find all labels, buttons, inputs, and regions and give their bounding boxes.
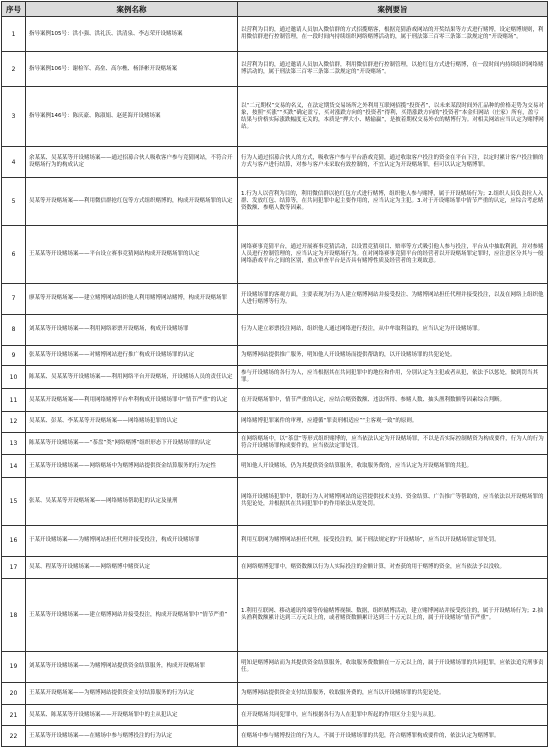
case-name: 指导案例146号：陈庆豪、陈淑娟、赵延海开设赌场案 — [26, 87, 238, 147]
case-key: 在开设赌场共同犯罪中，应当根据各行为人在犯罪中所起的作用区分主犯与从犯。 — [238, 705, 548, 726]
case-number: 18 — [2, 579, 26, 651]
table-row — [2, 705, 548, 726]
case-number: 5 — [2, 178, 26, 226]
case-number: 10 — [2, 366, 26, 389]
case-key: 在开设赌场罪中，情节严重的认定，应结合赌资数额、违法所得、参赌人数、抽头渔利数额等因素综合判断。 — [238, 389, 548, 412]
case-number: 8 — [2, 314, 26, 345]
table-row — [2, 389, 548, 412]
table-row — [2, 17, 548, 52]
case-number: 2 — [2, 52, 26, 87]
table-row — [2, 345, 548, 366]
case-name: 刘某某等开设赌场案——为赌博网站提供资金结算服务，构成开设赌场罪 — [26, 651, 238, 682]
case-name: 王某某开设赌场案——为赌博网站提供资金支付结算服务的行为认定 — [26, 682, 238, 705]
case-name: 余某某、吴某某等开设赌场案——通过招募合伙人吸收客户参与竞猜网站，不符合开设赌场行为的构成认定 — [26, 147, 238, 178]
table-row — [2, 455, 548, 478]
case-key: 在网络赌博犯罪中，赌资数额以行为人实际投注的金额计算，对查获的用于赌博的资金，应当依法予以没收。 — [238, 556, 548, 579]
case-number: 9 — [2, 345, 26, 366]
case-name: 指导案例106号：谢检军、高垒、高尔樵、杨泽彬开设赌场案 — [26, 52, 238, 87]
case-name: 吴某、程某等开设赌场案——网络赌博中赌资认定 — [26, 556, 238, 579]
case-number: 13 — [2, 432, 26, 455]
table-row — [2, 525, 548, 556]
header-key: 案例要旨 — [238, 2, 548, 17]
case-number: 20 — [2, 682, 26, 705]
case-name: 吴某等开设赌场案——利用微信群抢红包等方式组织赌博的，构成开设赌场罪的认定 — [26, 178, 238, 226]
case-name: 指导案例105号：洪小强、洪礼沃、洪清泉、李志荣开设赌场案 — [26, 17, 238, 52]
header-no: 序号 — [2, 2, 26, 17]
table-row — [2, 314, 548, 345]
case-name: 王某某等开设赌场案——平台设立赛事竞猜网站构成开设赌场罪的认定 — [26, 225, 238, 283]
case-key: 为赌博网站提供资金支付结算服务，收取服务费的，应当以开设赌场罪的共犯论处。 — [238, 682, 548, 705]
table-row — [2, 556, 548, 579]
case-table — [1, 1, 548, 747]
table-row — [2, 178, 548, 226]
case-key: 以营利为目的，通过邀请人员加入微信群，利用微信群进行控制管理，以抢红包方式进行赌博，在一段时间内持续组织网络赌博活动的，属于刑法第三百零三条第二款规定的“开设赌场”。 — [238, 52, 548, 87]
case-name: 王某某等开设赌场案——在赌场中参与赌博投注的行为认定 — [26, 726, 238, 747]
table-row — [2, 651, 548, 682]
case-name: 于某开设赌场案——为赌博网站担任代理并接受投注，构成开设赌场罪 — [26, 525, 238, 556]
case-name: 王某某等开设赌场案——建立赌博网站并接受投注，构成开设赌场罪中“情节严重” — [26, 579, 238, 651]
case-key: 明知是赌博网站而为其提供资金结算服务，收取服务费数额在一万元以上的，属于开设赌场罪的共同犯罪，应依法追究刑事责任。 — [238, 651, 548, 682]
case-key: 行为人通过招募合伙人的方式，吸收客户参与平台游戏竞猜，通过收取客户投注的资金在平台下注，以定时累计客户投注额的方式与客户进行结算，对参与客户未采取有效控制的，不宜认定为开设赌场罪，但可以认定为赌博罪。 — [238, 147, 548, 178]
case-number: 15 — [2, 478, 26, 526]
case-number: 19 — [2, 651, 26, 682]
case-number: 22 — [2, 726, 26, 747]
case-number: 17 — [2, 556, 26, 579]
case-number: 16 — [2, 525, 26, 556]
case-name: 吴某某、陈某某等开设赌场案——开设赌场罪中的主从犯认定 — [26, 705, 238, 726]
case-name: 陈某某等开设赌场案——“茶盘”类“网络赌博”组织形态下开设赌场罪的认定 — [26, 432, 238, 455]
header-row — [2, 2, 548, 17]
case-key: 以营利为目的，通过邀请人员加入微信群的方式招揽赌客，根据竞猜游戏网站的开奖结果等方式进行赌博，设定赌博规则，利用微信群进行控制管理，在一段时间内持续组织网络赌博活动的，属于刑法第三百零三条第二款规定的“开设赌场”。 — [238, 17, 548, 52]
header-name: 案例名称 — [26, 2, 238, 17]
case-key: 1.行为人以营利为目的，利用微信群以抢红包方式进行赌博，组织他人参与赌博，属于开设赌场行为；2.组织人员负责拉人入群、发放红包、结算等，在共同犯罪中起主要作用的，应当认定为主犯。3.对于开设赌场罪中情节严重的认定，应综合考虑赌资数额、参赌人数等因素。 — [238, 178, 548, 226]
case-name: 刘某某等开设赌场案——利用网络彩票开设赌场，构成开设赌场罪 — [26, 314, 238, 345]
case-number: 4 — [2, 147, 26, 178]
case-name: 陈某某、吴某某等开设赌场案——利用网络平台开设赌场，开设赌场人员的责任认定 — [26, 366, 238, 389]
case-key: 参与开设赌场的各行为人，应当根据其在共同犯罪中的地位和作用，分别认定为主犯或者从犯，依法予以惩处，做到罚当其罪。 — [238, 366, 548, 389]
case-key: 在赌场中参与赌博投注的行为人，不属于开设赌场罪的共犯，符合赌博罪构成要件的，依法认定为赌博罪。 — [238, 726, 548, 747]
table-row — [2, 87, 548, 147]
table-row — [2, 411, 548, 432]
case-number: 7 — [2, 283, 26, 314]
table-row — [2, 432, 548, 455]
case-number: 6 — [2, 225, 26, 283]
case-number: 12 — [2, 411, 26, 432]
case-key: 在网络赌场中，以“茶盘”等形式组织赌博的，应当依法认定为开设赌场罪，不以是否实际控制赌资为构成要件，行为人的行为符合开设赌场罪构成要件的，应当依法定罪处罚。 — [238, 432, 548, 455]
case-key: 利用互联网为赌博网站担任代理，接受投注的，属于刑法规定的“开设赌场”，应当以开设赌场罪定罪处罚。 — [238, 525, 548, 556]
case-number: 14 — [2, 455, 26, 478]
case-name: 张某某等开设赌场案——对赌博网站进行推广构成开设赌场罪的认定 — [26, 345, 238, 366]
case-name: 吴某某、彭某、李某某等开设赌场案——网络赌场犯罪的认定 — [26, 411, 238, 432]
case-number: 21 — [2, 705, 26, 726]
table-row — [2, 478, 548, 526]
case-key: 开设赌场罪的客观方面，主要表现为行为人建立赌博网站并接受投注、为赌博网站担任代理并接受投注，以及在网络上组织他人进行赌博等行为。 — [238, 283, 548, 314]
case-key: 网络赛事竞猜平台，通过开展赛事竞猜活动，以设置竞猜项目、赔率等方式吸引他人参与投注，平台从中抽取利润，并对参赌人员进行控制管理的，应当认定为开设赌场行为。在对网络赛事竞猜平台的经营者以开设赌场罪定罪时，应注意区分其与一般网络游戏平台之间的区别，重点审查平台是否具有赌博性质及经营者的主观故意。 — [238, 225, 548, 283]
case-key: 行为人建立彩票投注网站，组织他人通过网络进行投注，从中牟取利益的，应当认定为开设赌场罪。 — [238, 314, 548, 345]
table-row — [2, 682, 548, 705]
case-name: 张某、吴某某等开设赌场案——网络赌场帮助犯的认定及量刑 — [26, 478, 238, 526]
table-row — [2, 366, 548, 389]
case-key: 明知他人开设赌场，仍为其提供资金结算服务，收取服务费的，应当认定为开设赌场罪的共犯。 — [238, 455, 548, 478]
case-number: 3 — [2, 87, 26, 147]
table-row — [2, 225, 548, 283]
case-key: 网络赌博犯罪案件的审理，应遵循“罪责刑相适应”“主客观一致”的原则。 — [238, 411, 548, 432]
case-key: 为赌博网站提供推广服务，明知他人开设赌场而提供帮助的，以开设赌场罪的共犯论处。 — [238, 345, 548, 366]
case-key: 1.利用互联网、移动通讯终端等传输赌博视频、数据，组织赌博活动，建立赌博网站并接受投注的，属于开设赌场行为；2.抽头渔利数额累计达到三万元以上的，或者赌资数额累计达到三十万元以上的，属于开设赌场“情节严重”。 — [238, 579, 548, 651]
case-number: 1 — [2, 17, 26, 52]
case-number: 11 — [2, 389, 26, 412]
table-row — [2, 52, 548, 87]
table-row — [2, 283, 548, 314]
case-key: 网络开设赌场犯罪中，帮助行为人对赌博网站的运营提供技术支持、资金结算、广告推广等帮助的，应当依法以开设赌场罪的共犯论处，并根据其在共同犯罪中的作用依法从宽处罚。 — [238, 478, 548, 526]
case-name: 王某某等开设赌场案——网络赌场中为赌博网站提供资金结算服务的行为定性 — [26, 455, 238, 478]
case-name: 吴某某开设赌场案——利用网络赌博平台牟利构成开设赌场罪中“情节严重”的认定 — [26, 389, 238, 412]
table-row — [2, 147, 548, 178]
case-key: 以“二元期权”交易的名义，在法定期货交易场所之外利用互联网招揽“投资者”，以未来某段时间外汇品种的价格走势为交易对象，按照“买涨”“买跌”确定盈亏，买对涨跌方向的“投资者”得利，买错涨跌方向的“投资者”本金归网站（庄家）所有，盈亏结果与价格实际涨跌幅度无关的，本质是“押大小、赌输赢”，是披着期权交易外衣的赌博行为。对相关网站应当认定为赌博网站。 — [238, 87, 548, 147]
case-name: 廖某等开设赌场案——建立赌博网站组织他人利用赌博网站赌博，构成开设赌场罪 — [26, 283, 238, 314]
table-row — [2, 726, 548, 747]
table-row — [2, 579, 548, 651]
